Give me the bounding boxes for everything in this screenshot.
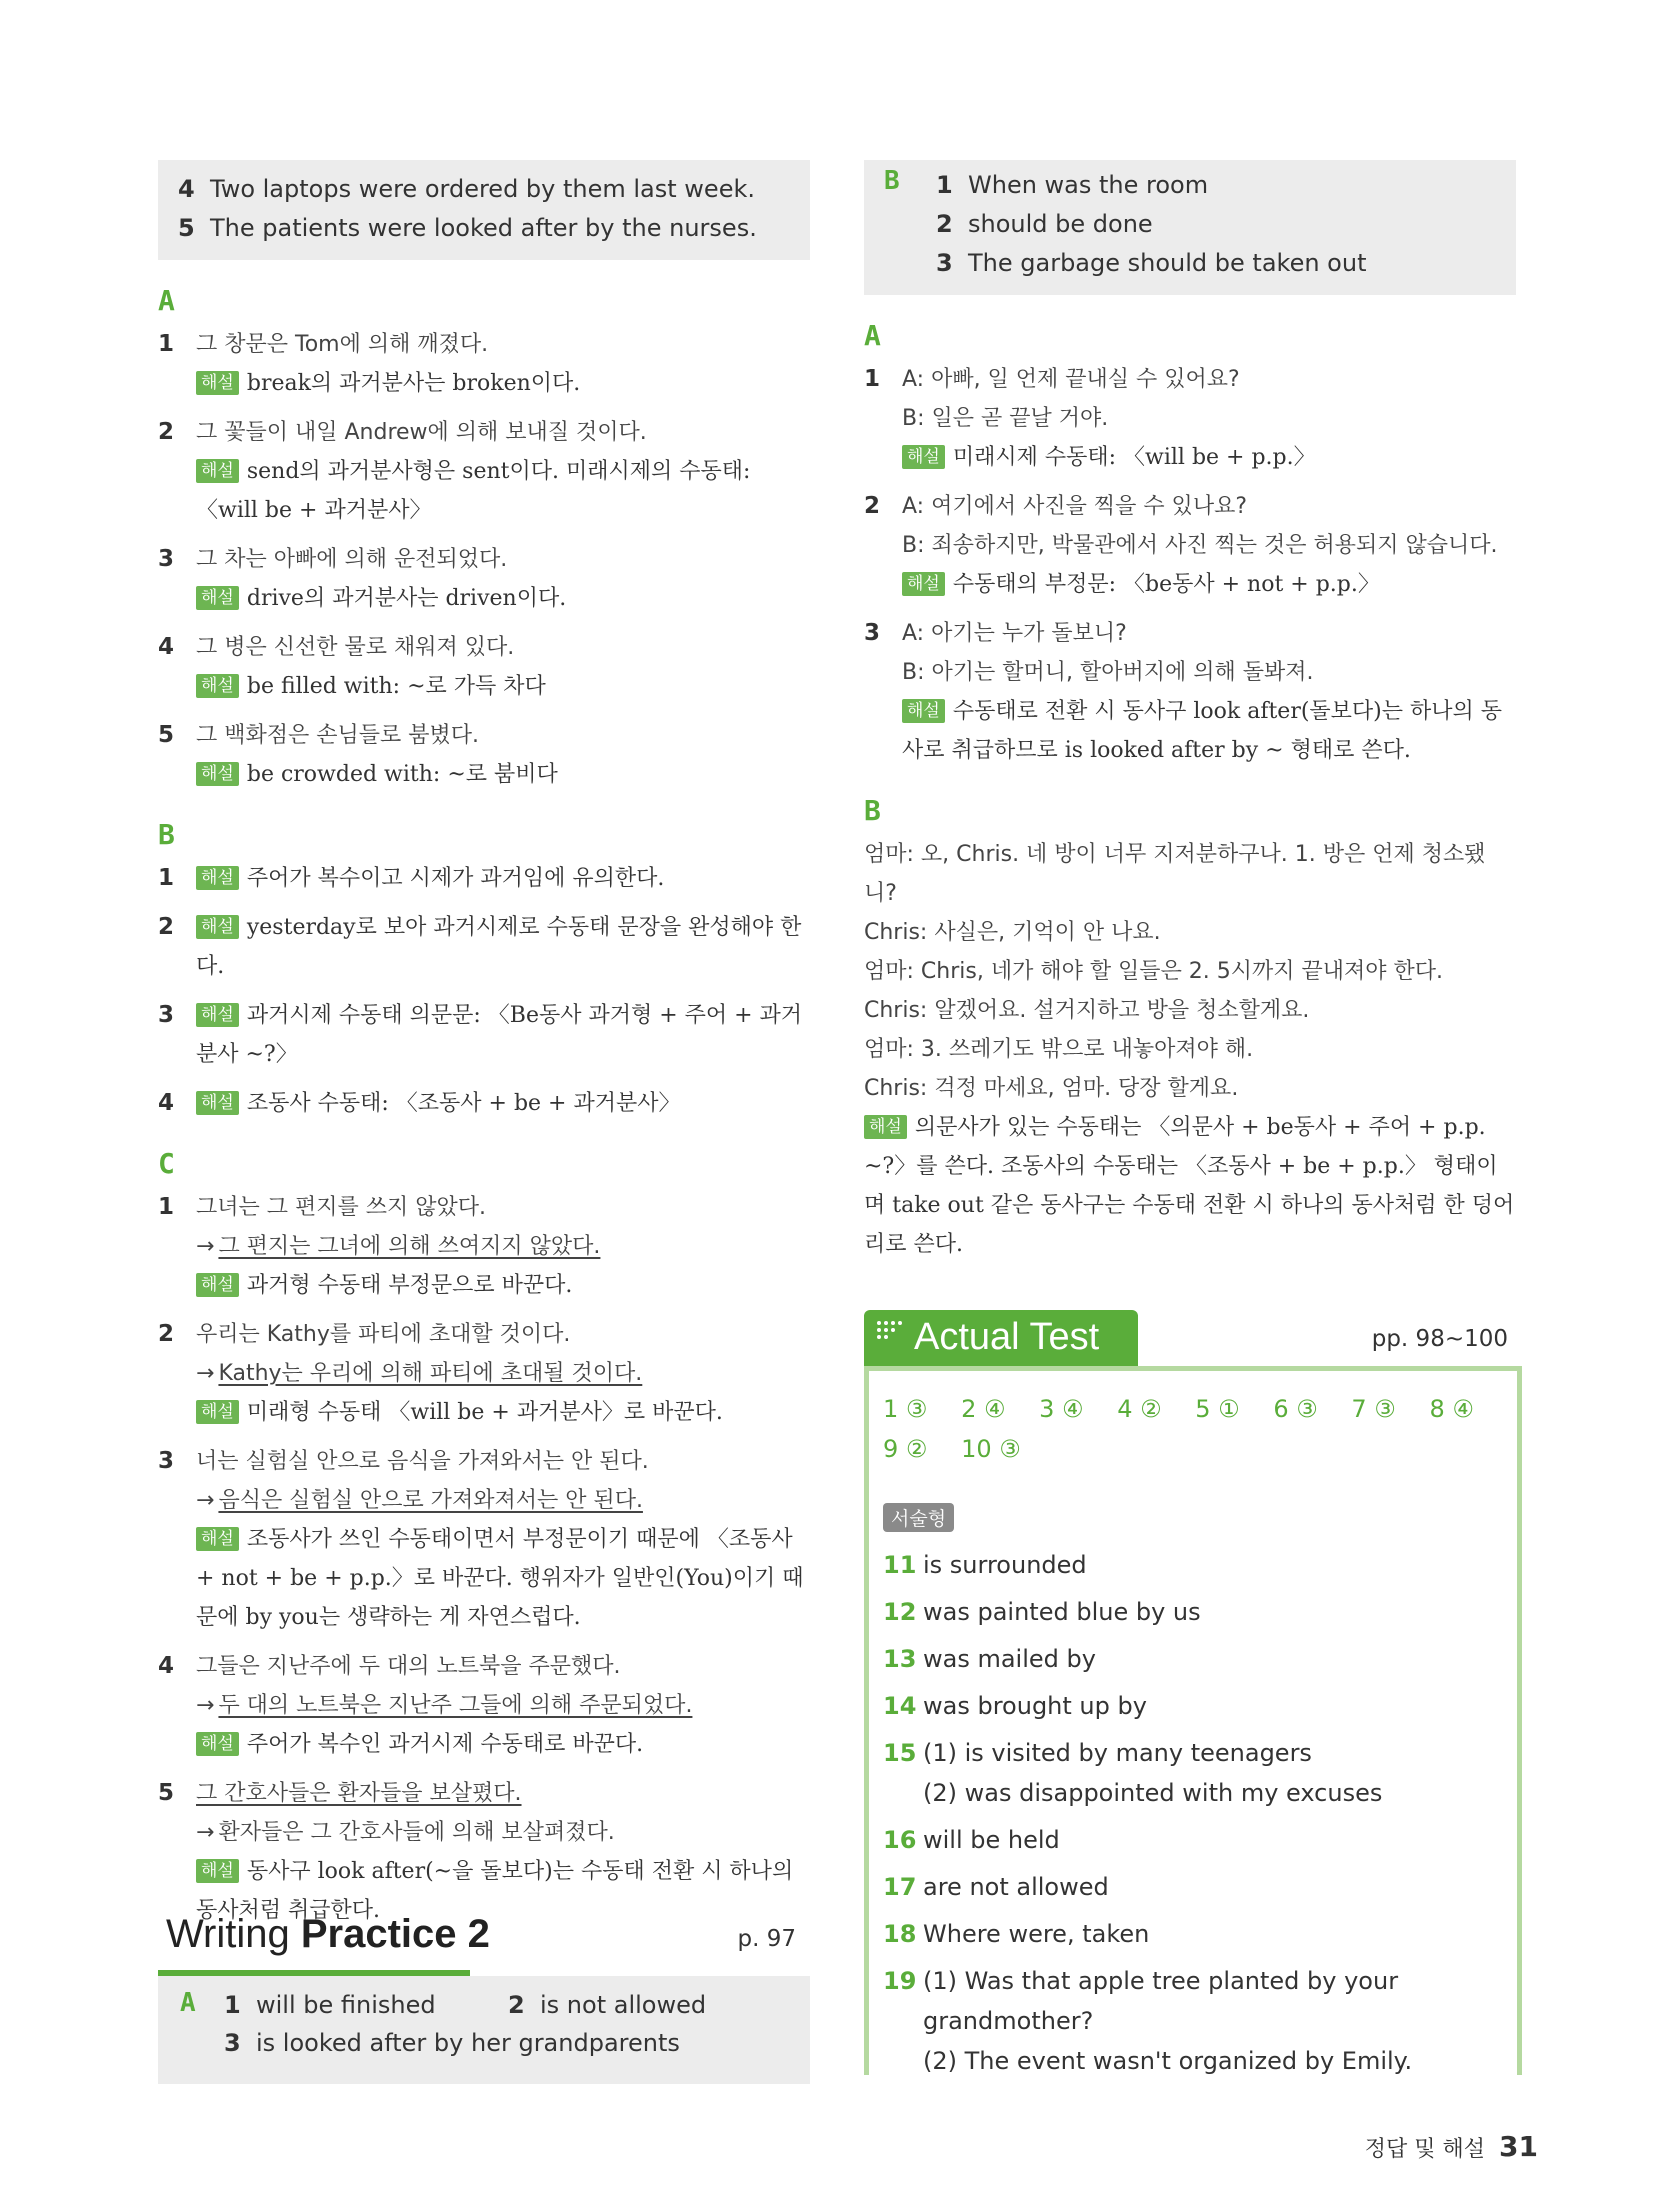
list-item: 4 그들은 지난주에 두 대의 노트북을 주문했다. → 두 대의 노트북은 지난주 그들에 의해 주문되었다. 해설 주어가 복수인 과거시제 수동태로 바꾼다. (158, 1647, 810, 1764)
section-label-a: A (180, 1988, 196, 2018)
explanation-badge: 해설 (196, 371, 239, 395)
answer-row: 18 Where were, taken (883, 1920, 1150, 1948)
explanation: 해설 미래형 수동태 〈will be + 과거분사〉로 바꾼다. (196, 1393, 810, 1432)
converted-sentence: → 그 편지는 그녀에 의해 쓰여지지 않았다. (196, 1227, 810, 1266)
list-item: 4 그 병은 신선한 물로 채워져 있다. 해설 be filled with: ~로 가득 차다 (158, 628, 810, 706)
list-item: 1 그 창문은 Tom에 의해 깨졌다. 해설 break의 과거분사는 broken이다. (158, 325, 810, 403)
answer-row: 17 are not allowed (883, 1873, 1109, 1901)
explanation-badge: 해설 (864, 1115, 907, 1139)
writing-practice-header (158, 1912, 810, 1964)
right-top-answer-box (864, 160, 1516, 295)
section-b-dialogue (864, 835, 1516, 1264)
writing-practice-answer-box (158, 1976, 810, 2084)
answer-row: 5 The patients were looked after by the nurses. (178, 214, 757, 242)
dialogue-line: B: 일은 곧 끝날 거야. (902, 406, 1109, 431)
answer-row: 15 (1) is visited by many teenagers (883, 1739, 1312, 1767)
explanation-badge: 해설 (902, 572, 945, 596)
section-c-list (158, 1188, 810, 1930)
list-item: 1 그녀는 그 편지를 쓰지 않았다. → 그 편지는 그녀에 의해 쓰여지지 않았다. 해설 과거형 수동태 부정문으로 바꾼다. (158, 1188, 810, 1305)
list-item: 2 A: 여기에서 사진을 찍을 수 있나요? B: 죄송하지만, 박물관에서 사진 찍는 것은 허용되지 않습니다. 해설 수동태의 부정문: 〈be동사 + not + p.p.〉 (864, 487, 1516, 604)
explanation-badge: 해설 (196, 1003, 239, 1027)
explanation-badge: 해설 (196, 866, 239, 890)
explanation-badge: 해설 (196, 1091, 239, 1115)
korean-sentence: 그 꽃들이 내일 Andrew에 의해 보내질 것이다. (196, 420, 647, 445)
answer-row: 2 is not allowed (508, 1991, 707, 2019)
korean-sentence: 우리는 Kathy를 파티에 초대할 것이다. (196, 1322, 571, 1347)
explanation-badge: 해설 (196, 459, 239, 483)
list-item: 5 그 백화점은 손님들로 붐볐다. 해설 be crowded with: ~로 붐비다 (158, 716, 810, 794)
dialogue-line: Chris: 알겠어요. 설거지하고 방을 청소할게요. (864, 998, 1310, 1023)
explanation: 해설 조동사 수동태: 〈조동사 + be + 과거분사〉 (196, 1084, 810, 1123)
korean-sentence: 그녀는 그 편지를 쓰지 않았다. (196, 1195, 486, 1220)
explanation: 해설 send의 과거분사형은 sent이다. 미래시제의 수동태: 〈will be + 과거분사〉 (196, 459, 751, 523)
dialogue-line: A: 여기에서 사진을 찍을 수 있나요? (902, 494, 1247, 519)
left-top-answer-box (158, 160, 810, 260)
actual-test-tab (864, 1310, 1138, 1368)
list-item: 3 그 차는 아빠에 의해 운전되었다. 해설 drive의 과거분사는 driven이다. (158, 540, 810, 618)
explanation: 해설 주어가 복수인 과거시제 수동태로 바꾼다. (196, 1725, 810, 1764)
subjective-badge: 서술형 (883, 1503, 954, 1532)
list-item: 4 해설 조동사 수동태: 〈조동사 + be + 과거분사〉 (158, 1084, 810, 1123)
arrow-right-icon: → (196, 1820, 215, 1845)
section-label-b: B (884, 166, 900, 196)
converted-sentence: → Kathy는 우리에 의해 파티에 초대될 것이다. (196, 1354, 810, 1393)
converted-sentence: → 두 대의 노트북은 지난주 그들에 의해 주문되었다. (196, 1686, 810, 1725)
explanation: 해설 의문사가 있는 수동태는 〈의문사 + be동사 + 주어 + p.p. ~?〉를 쓴다. 조동사의 수동태는 〈조동사 + be + p.p.〉 형태이며 take out 같은 동사구는 수동태 전환 시 하나의 동사처럼 한 덩어리로 쓴다. (864, 1115, 1515, 1257)
dialogue-line: B: 죄송하지만, 박물관에서 사진 찍는 것은 허용되지 않습니다. (902, 533, 1498, 558)
dialogue-line: A: 아빠, 일 언제 끝내실 수 있어요? (902, 367, 1240, 392)
section-title: Actual Test (914, 1316, 1100, 1358)
left-column (158, 160, 810, 1940)
explanation: 해설 be crowded with: ~로 붐비다 (196, 755, 810, 794)
list-item: 2 우리는 Kathy를 파티에 초대할 것이다. → Kathy는 우리에 의해 파티에 초대될 것이다. 해설 미래형 수동태 〈will be + 과거분사〉로 바꾼다. (158, 1315, 810, 1432)
answer-row: 1 will be finished (224, 1991, 436, 2019)
converted-sentence: → 음식은 실험실 안으로 가져와져서는 안 된다. (196, 1481, 810, 1520)
korean-sentence: 너는 실험실 안으로 음식을 가져와서는 안 된다. (196, 1449, 649, 1474)
explanation-badge: 해설 (196, 1527, 239, 1551)
answer-row: 4 Two laptops were ordered by them last week. (178, 175, 755, 203)
answer-row: 16 will be held (883, 1826, 1060, 1854)
list-item: 1 해설 주어가 복수이고 시제가 과거임에 유의한다. (158, 859, 810, 898)
answer-row: 3 The garbage should be taken out (936, 249, 1367, 277)
actual-test-answer-box (864, 1366, 1522, 2075)
page-reference: p. 97 (737, 1926, 796, 1952)
korean-sentence: 그 병은 신선한 물로 채워져 있다. (196, 635, 515, 660)
answer-row: (2) was disappointed with my excuses (923, 1779, 1383, 1807)
korean-sentence: 그 차는 아빠에 의해 운전되었다. (196, 547, 508, 572)
section-label-b: B (158, 818, 175, 851)
list-item: 2 해설 yesterday로 보아 과거시제로 수동태 문장을 완성해야 한다. (158, 908, 810, 986)
explanation-badge: 해설 (196, 1732, 239, 1756)
section-a-list (158, 325, 810, 794)
explanation-badge: 해설 (196, 1859, 239, 1883)
explanation-badge: 해설 (196, 586, 239, 610)
list-item: 2 그 꽃들이 내일 Andrew에 의해 보내질 것이다. 해설 send의 과거분사형은 sent이다. 미래시제의 수동태: 〈will be + 과거분사〉 (158, 413, 810, 530)
page-footer (1365, 2130, 1538, 2163)
explanation-badge: 해설 (196, 915, 239, 939)
dialogue-line: Chris: 걱정 마세요, 엄마. 당장 할게요. (864, 1076, 1239, 1101)
answer-row: 19 (1) Was that apple tree planted by your grandmother? (883, 1967, 1399, 2035)
korean-sentence: 그 창문은 Tom에 의해 깨졌다. (196, 332, 489, 357)
section-label-b: B (864, 794, 881, 827)
list-item: 3 너는 실험실 안으로 음식을 가져와서는 안 된다. → 음식은 실험실 안으로 가져와져서는 안 된다. 해설 조동사가 쓰인 수동태이면서 부정문이기 때문에 〈조동사 + not + be + p.p.〉로 바꾼다. 행위자가 일반인(You)이기 때문에 by you는 생략하는 게 자연스럽다. (158, 1442, 810, 1637)
converted-sentence: → 환자들은 그 간호사들에 의해 보살펴졌다. (196, 1813, 810, 1852)
explanation: 해설 yesterday로 보아 과거시제로 수동태 문장을 완성해야 한다. (196, 915, 802, 979)
explanation: 해설 drive의 과거분사는 driven이다. (196, 579, 810, 618)
dialogue-line: 엄마: 3. 쓰레기도 밖으로 내놓아져야 해. (864, 1037, 1254, 1062)
explanation-badge: 해설 (902, 699, 945, 723)
arrow-right-icon: → (196, 1361, 215, 1386)
explanation-badge: 해설 (196, 1273, 239, 1297)
answer-row: 12 was painted blue by us (883, 1598, 1201, 1626)
section-title: Writing Practice 2 (166, 1912, 490, 1956)
answer-row: (2) The event wasn't organized by Emily. (923, 2047, 1413, 2075)
footer-label: 정답 및 해설 (1364, 2137, 1486, 2162)
list-item: 1 A: 아빠, 일 언제 끝내실 수 있어요? B: 일은 곧 끝날 거야. 해설 미래시제 수동태: 〈will be + p.p.〉 (864, 360, 1516, 477)
answer-row: 11 is surrounded (883, 1551, 1087, 1579)
list-item: 3 A: 아기는 누가 돌보니? B: 아기는 할머니, 할아버지에 의해 돌봐져. 해설 수동태로 전환 시 동사구 look after(돌보다)는 하나의 동사로 취급하므로 is looked after by ~ 형태로 쓴다. (864, 614, 1516, 770)
section-a-list (864, 360, 1516, 770)
answer-row: 3 is looked after by her grandparents (224, 2029, 680, 2057)
answer-row: 1 When was the room (936, 171, 1209, 199)
dialogue-line: 엄마: Chris, 네가 해야 할 일들은 2. 5시까지 끝내져야 한다. (864, 959, 1444, 984)
dots-icon (876, 1320, 908, 1342)
explanation: 해설 과거시제 수동태 의문문: 〈Be동사 과거형 + 주어 + 과거분사 ~?〉 (196, 1003, 803, 1067)
explanation: 해설 동사구 look after(~을 돌보다)는 수동태 전환 시 하나의 동사처럼 취급한다. (196, 1859, 794, 1923)
explanation: 해설 주어가 복수이고 시제가 과거임에 유의한다. (196, 859, 810, 898)
korean-sentence: 그들은 지난주에 두 대의 노트북을 주문했다. (196, 1654, 621, 1679)
section-b-list (158, 859, 810, 1123)
multiple-choice-answers: 1 ③ 2 ④ 3 ④ 4 ② 5 ① 6 ③ 7 ③ 8 ④ 9 ② 10 ③ (883, 1395, 1474, 1463)
subjective-answers (883, 1545, 1503, 2081)
list-item: 5 그 간호사들은 환자들을 보살폈다. → 환자들은 그 간호사들에 의해 보살펴졌다. 해설 동사구 look after(~을 돌보다)는 수동태 전환 시 하나의 동사처럼 취급한다. (158, 1774, 810, 1930)
dialogue-line: 엄마: 오, Chris. 네 방이 너무 지저분하구나. 1. 방은 언제 청소됐니? (864, 842, 1486, 906)
explanation-badge: 해설 (196, 1400, 239, 1424)
right-column (864, 160, 1516, 1264)
arrow-right-icon: → (196, 1693, 215, 1718)
explanation-badge: 해설 (902, 445, 945, 469)
explanation: 해설 be filled with: ~로 가득 차다 (196, 667, 810, 706)
dialogue-line: B: 아기는 할머니, 할아버지에 의해 돌봐져. (902, 660, 1314, 685)
dialogue-line: Chris: 사실은, 기억이 안 나요. (864, 920, 1161, 945)
explanation: 해설 과거형 수동태 부정문으로 바꾼다. (196, 1266, 810, 1305)
arrow-right-icon: → (196, 1234, 215, 1259)
list-item: 3 해설 과거시제 수동태 의문문: 〈Be동사 과거형 + 주어 + 과거분사 ~?〉 (158, 996, 810, 1074)
answer-row: 14 was brought up by (883, 1692, 1147, 1720)
explanation-badge: 해설 (196, 762, 239, 786)
answer-row: 13 was mailed by (883, 1645, 1096, 1673)
explanation-badge: 해설 (196, 674, 239, 698)
explanation: 해설 수동태의 부정문: 〈be동사 + not + p.p.〉 (902, 565, 1516, 604)
dialogue-line: A: 아기는 누가 돌보니? (902, 621, 1127, 646)
explanation: 해설 조동사가 쓰인 수동태이면서 부정문이기 때문에 〈조동사 + not + be + p.p.〉로 바꾼다. 행위자가 일반인(You)이기 때문에 by you는 생략하는 게 자연스럽다. (196, 1527, 804, 1630)
korean-sentence: 그 간호사들은 환자들을 보살폈다. (196, 1781, 522, 1806)
page-reference: pp. 98~100 (1371, 1326, 1508, 1352)
arrow-right-icon: → (196, 1488, 215, 1513)
korean-sentence: 그 백화점은 손님들로 붐볐다. (196, 723, 479, 748)
explanation: 해설 수동태로 전환 시 동사구 look after(돌보다)는 하나의 동사로 취급하므로 is looked after by ~ 형태로 쓴다. (902, 699, 1503, 763)
explanation: 해설 미래시제 수동태: 〈will be + p.p.〉 (902, 438, 1516, 477)
section-label-a: A (864, 319, 881, 352)
section-label-a: A (158, 284, 175, 317)
answer-row: 2 should be done (936, 210, 1153, 238)
page-number: 31 (1499, 2130, 1538, 2163)
explanation: 해설 break의 과거분사는 broken이다. (196, 364, 810, 403)
section-label-c: C (158, 1147, 175, 1180)
